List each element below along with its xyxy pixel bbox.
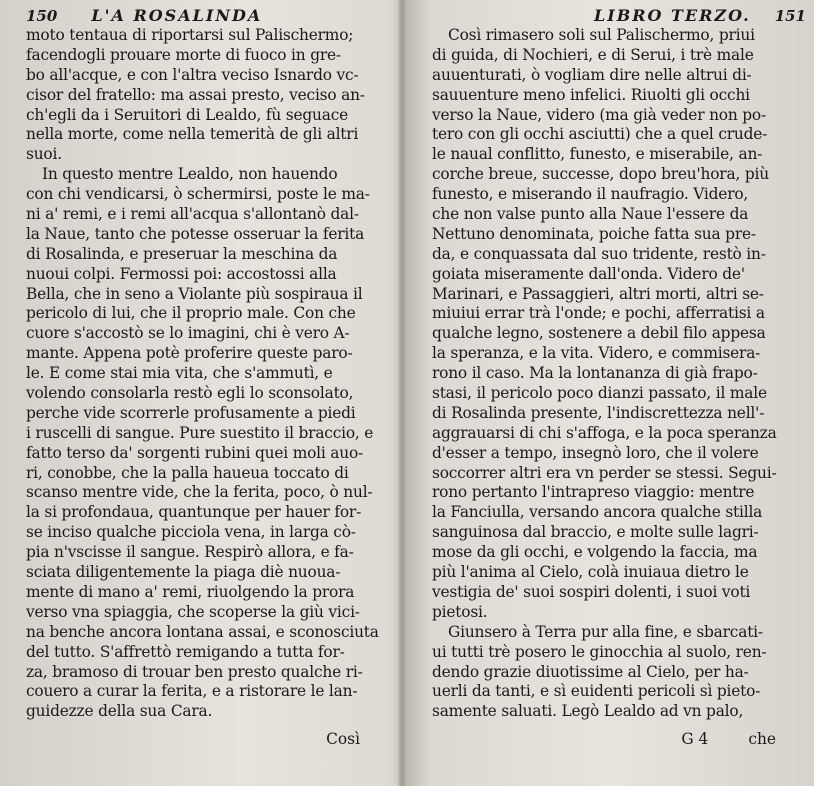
text-line: moto tentaua di riportarsi sul Palischermo; (26, 26, 354, 44)
left-running-head (26, 6, 390, 26)
right-catchword: che (748, 730, 776, 749)
text-line: pia n'vscisse il sangue. Respirò allora, e fa- (26, 543, 354, 562)
text-line: miuiui errar trà l'onde; e pochi, afferratisi a (432, 304, 765, 323)
text-line: cuore s'accostò se lo imagini, chi è vero A- (26, 324, 350, 343)
text-line: rono pertanto l'intrapreso viaggio: mentre (432, 483, 755, 502)
text-line: di guida, di Nochieri, e di Serui, i trè male (432, 45, 754, 64)
left-page-footer (26, 728, 390, 750)
left-page-number: 150 (26, 7, 58, 25)
text-line: Bella, che in seno a Violante più sospiraua il (26, 284, 363, 303)
text-line: funesto, e miserando il naufragio. Videro, (432, 185, 749, 204)
right-page-footer (432, 728, 806, 750)
text-line: facendogli prouare morte di fuoco in gre- (26, 45, 341, 64)
text-line: sciata diligentemente la piaga diè nuoua- (26, 563, 341, 582)
text-line: verso la Naue, videro (ma già veder non po- (432, 105, 766, 124)
text-line: guidezze della sua Cara. (26, 702, 213, 721)
text-line: dendo grazie diuotissime al Cielo, per ha- (432, 662, 749, 681)
left-page (0, 0, 400, 786)
left-page-body (26, 26, 390, 722)
text-line: Nettuno denominata, poiche fatta sua pre- (432, 224, 756, 243)
text-line: Giunsero à Terra pur alla fine, e sbarcati- (448, 622, 763, 641)
text-line: ri, conobbe, che la palla haueua toccato di (26, 463, 349, 482)
text-line: scanso mentre vide, che la ferita, poco, ò nul- (26, 483, 373, 502)
text-line: le naual conflitto, funesto, e miserabile, an- (432, 145, 763, 164)
text-line: Così rimasero soli sul Palischermo, priui (448, 26, 755, 44)
text-line: fatto terso da' sorgenti rubini quei moli auo- (26, 443, 364, 462)
text-line: tero con gli occhi asciutti) che a quel crude- (432, 125, 768, 144)
text-line: vestigia de' suoi sospiri dolenti, i suoi voti (432, 582, 751, 601)
text-line: auuenturati, ò vogliam dire nelle altrui di- (432, 65, 752, 84)
left-running-title: L'A ROSALINDA (91, 6, 263, 25)
text-line: cisor del fratello: ma assai presto, veciso an- (26, 85, 365, 104)
text-line: Marinari, e Passaggieri, altri morti, altri se- (432, 284, 764, 303)
text-line: bo all'acque, e con l'altra veciso Isnardo vc- (26, 65, 359, 84)
text-line: del tutto. S'affrettò remigando a tutta for- (26, 642, 345, 661)
text-line: da, e conquassata dal suo tridente, restò in- (432, 244, 766, 263)
text-line: za, bramoso di trouar ben presto qualche ri- (26, 662, 363, 681)
text-line: samente saluati. Legò Lealdo ad vn palo, (432, 702, 744, 721)
text-line: rono il caso. Ma la lontananza di già frapo- (432, 364, 758, 383)
text-line: perche vide scorrerle profusamente a piedi (26, 403, 356, 422)
text-line: mente di mano a' remi, riuolgendo la prora (26, 582, 355, 601)
right-running-head (432, 6, 806, 26)
text-line: più l'anima al Cielo, colà inuiaua dietro le (432, 563, 749, 582)
text-line: soccorrer altri era vn perder se stessi. Segui- (432, 463, 777, 482)
text-line: di Rosalinda, e preseruar la meschina da (26, 244, 338, 263)
right-page (404, 0, 814, 786)
right-running-title: LIBRO TERZO. (593, 6, 751, 25)
text-line: verso vna spiaggia, che scoperse la giù vici- (26, 602, 360, 621)
text-line: aggrauarsi di chi s'affoga, e la poca speranza (432, 423, 777, 442)
text-line: mose da gli occhi, e volgendo la faccia, ma (432, 543, 758, 562)
text-line: le. E come stai mia vita, che s'ammutì, e (26, 364, 333, 383)
text-line: che non valse punto alla Naue l'essere da (432, 205, 749, 224)
text-line: suoi. (26, 145, 62, 164)
right-page-number: 151 (774, 7, 806, 25)
text-line: stasi, il pericolo poco dianzi passato, il male (432, 384, 767, 403)
text-line: sanguinosa dal braccio, e molte sulle lagri- (432, 523, 759, 542)
text-line: nuoui colpi. Fermossi poi: accostossi alla (26, 264, 337, 283)
text-line: d'esser a tempo, insegnò loro, che il volere (432, 443, 759, 462)
text-line: qualche legno, sostenere a debil filo appesa (432, 324, 766, 343)
text-line: ni a' remi, e i remi all'acqua s'allontanò dal- (26, 205, 359, 224)
text-line: con chi vendicarsi, ò schermirsi, poste le ma- (26, 185, 370, 204)
text-line: i ruscelli di sangue. Pure suestito il braccio, e (26, 423, 374, 442)
text-line: la Naue, tanto che potesse osseruar la ferita (26, 224, 365, 243)
text-line: sauuenture meno infelici. Riuolti gli occhi (432, 85, 750, 104)
text-line: goiata miseramente dall'onda. Videro de' (432, 264, 745, 283)
text-line: corche breue, successe, dopo breu'hora, più (432, 165, 769, 184)
text-line: mante. Appena potè proferire queste paro- (26, 344, 353, 363)
text-line: nella morte, come nella temerità de gli altri (26, 125, 359, 144)
text-line: na benche ancora lontana assai, e sconosciuta (26, 622, 379, 641)
text-line: pericolo di lui, che il proprio male. Con che (26, 304, 356, 323)
text-line: pietosi. (432, 602, 488, 621)
text-line: uerli da tanti, e sì euidenti pericoli sì pieto- (432, 682, 761, 701)
text-line: ch'egli da i Seruitori di Lealdo, fù seguace (26, 105, 349, 124)
text-line: la speranza, e la vita. Videro, e commisera- (432, 344, 761, 363)
signature-mark: G 4 (681, 730, 709, 749)
text-line: ui tutti trè posero le ginocchia al suolo, ren- (432, 642, 767, 661)
text-line: In questo mentre Lealdo, non hauendo (42, 165, 338, 184)
text-line: couero a curar la ferita, e a ristorare le lan- (26, 682, 358, 701)
left-catchword: Così (326, 730, 360, 749)
text-line: volendo consolarla restò egli lo sconsolato, (26, 384, 354, 403)
text-line: se inciso qualche picciola vena, in larga cò- (26, 523, 356, 542)
text-line: la Fanciulla, versando ancora qualche stilla (432, 503, 763, 522)
right-page-body (432, 26, 806, 722)
text-line: la si profondaua, quantunque per hauer for- (26, 503, 362, 522)
text-line: di Rosalinda presente, l'indiscrettezza nell'- (432, 403, 765, 422)
